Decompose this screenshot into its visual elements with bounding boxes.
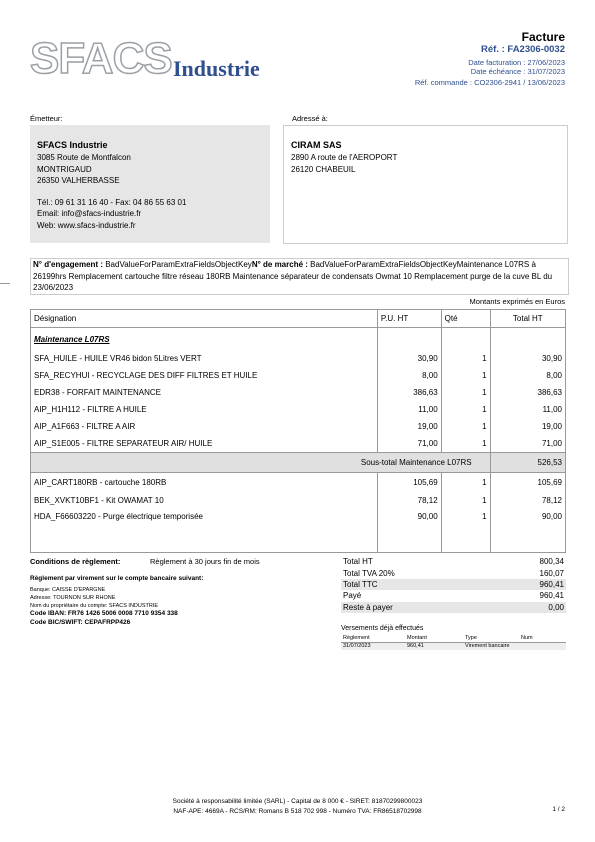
totals-table bbox=[341, 556, 566, 613]
sender-box bbox=[30, 125, 270, 243]
cell-unit-price: 105,69 bbox=[377, 473, 441, 493]
total-label: Total HT bbox=[343, 557, 373, 567]
header-quantity: Qté bbox=[441, 310, 490, 328]
cell-quantity: 1 bbox=[441, 401, 490, 418]
payment-amount: 960,41 bbox=[407, 643, 424, 650]
sender-name: SFACS Industrie bbox=[37, 140, 108, 150]
cell-quantity: 1 bbox=[441, 418, 490, 435]
cell-quantity: 1 bbox=[441, 509, 490, 553]
footer-line: Société à responsabilité limitée (SARL) - Capital de 8 000 € - SIRET: 81870299800023 bbox=[172, 798, 423, 805]
sender-email: Email: info@sfacs-industrie.fr bbox=[37, 209, 142, 218]
cell-designation: EDR38 - FORFAIT MAINTENANCE bbox=[31, 384, 378, 401]
bank-address: Adresse: TOURNON SUR RHONE bbox=[30, 595, 116, 601]
table-row bbox=[31, 473, 566, 493]
payments-table bbox=[341, 634, 566, 650]
payment-terms-label: Conditions de règlement: bbox=[30, 557, 121, 566]
cell-unit-price: 30,90 bbox=[377, 350, 441, 367]
cell-designation: HDA_F66603220 - Purge électrique temporisée bbox=[31, 509, 378, 553]
cell-unit-price: 8,00 bbox=[377, 367, 441, 384]
market-label: N° de marché : bbox=[251, 260, 308, 269]
payments-header: Règlement bbox=[341, 634, 405, 642]
cell-total: 78,12 bbox=[490, 492, 565, 509]
table-row bbox=[31, 492, 566, 509]
document-title: Facture bbox=[521, 30, 565, 44]
total-label: Payé bbox=[343, 591, 362, 601]
total-row bbox=[341, 579, 566, 590]
sender-address-line: 26350 VALHERBASSE bbox=[37, 176, 120, 185]
sender-address-line: MONTRIGAUD bbox=[37, 164, 92, 174]
section-title: Maintenance L07RS bbox=[31, 328, 378, 351]
cell-unit-price: 71,00 bbox=[377, 435, 441, 453]
cell-designation: BEK_XVKT10BF1 - Kit OWAMAT 10 bbox=[31, 492, 378, 509]
total-value: 0,00 bbox=[490, 602, 566, 613]
due-date: Date échéance : 31/07/2023 bbox=[470, 67, 565, 76]
cell-unit-price: 19,00 bbox=[377, 418, 441, 435]
total-label: Total TTC bbox=[341, 579, 490, 590]
table-row bbox=[31, 401, 566, 418]
cell-designation: AIP_A1F663 - FILTRE A AIR bbox=[31, 418, 378, 435]
total-row bbox=[341, 556, 566, 567]
bic-code: Code BIC/SWIFT: CEPAFRPP426 bbox=[30, 619, 131, 626]
cell-quantity: 1 bbox=[441, 367, 490, 384]
sender-address-line: 3085 Route de Montfalcon bbox=[37, 153, 131, 162]
cell-unit-price: 78,12 bbox=[377, 492, 441, 509]
recipient-address-line: 26120 CHABEUIL bbox=[291, 164, 356, 174]
cell-total: 19,00 bbox=[490, 418, 565, 435]
cell-total: 11,00 bbox=[490, 401, 565, 418]
header-total: Total HT bbox=[490, 310, 565, 328]
invoice-reference: Réf. : FA2306-0032 bbox=[481, 44, 565, 55]
sender-phone: Tél.: 09 61 31 16 40 - Fax: 04 86 55 63 01 bbox=[37, 197, 187, 207]
order-reference: Réf. commande : CO2306-2941 / 13/06/2023 bbox=[414, 78, 565, 87]
cell-quantity: 1 bbox=[441, 350, 490, 367]
cell-designation: AIP_CART180RB - cartouche 180RB bbox=[31, 473, 378, 493]
header-unit-price: P.U. HT bbox=[377, 310, 441, 328]
table-row bbox=[31, 384, 566, 401]
total-row bbox=[341, 602, 566, 613]
engagement-label: N° d'engagement : bbox=[33, 260, 103, 269]
payments-made-title: Versements déjà effectués bbox=[341, 625, 424, 632]
total-value: 960,41 bbox=[490, 579, 566, 590]
subtotal-value: 526,53 bbox=[490, 453, 565, 473]
cell-quantity: 1 bbox=[441, 435, 490, 453]
page-number: 1 / 2 bbox=[552, 806, 565, 813]
currency-note: Montants exprimés en Euros bbox=[469, 297, 565, 306]
payment-row bbox=[341, 642, 566, 650]
bank-name: Banque: CAISSE D'EPARGNE bbox=[30, 587, 106, 593]
recipient-name: CIRAM SAS bbox=[291, 140, 342, 150]
payment-number bbox=[519, 642, 566, 650]
table-header-row bbox=[31, 310, 566, 328]
engagement-value: BadValueForParamExtraFieldsObjectKey bbox=[103, 260, 252, 269]
invoice-date: Date facturation : 27/06/2023 bbox=[468, 58, 565, 67]
legal-footer bbox=[0, 797, 595, 816]
sender-address bbox=[37, 152, 186, 231]
subtotal-row bbox=[31, 453, 566, 473]
cell-designation: AIP_H1H112 - FILTRE A HUILE bbox=[31, 401, 378, 418]
account-owner: Nom du propriétaire du compte: SFACS INDUSTRIE bbox=[30, 603, 159, 609]
cell-unit-price: 386,63 bbox=[377, 384, 441, 401]
table-row bbox=[31, 509, 566, 553]
cell-total: 71,00 bbox=[490, 435, 565, 453]
cell-total: 8,00 bbox=[490, 367, 565, 384]
table-row bbox=[31, 418, 566, 435]
total-row bbox=[341, 590, 566, 601]
bank-transfer-heading: Règlement par virement sur le compte bancaire suivant: bbox=[30, 575, 204, 582]
payments-header: Montant bbox=[405, 634, 463, 642]
cell-total: 386,63 bbox=[490, 384, 565, 401]
cell-total: 90,00 bbox=[490, 509, 565, 553]
cell-unit-price: 11,00 bbox=[377, 401, 441, 418]
market-value: BadValueForParamExtraFieldsObjectKeyMaintenance L07RS à 26199hrs Remplacement cartouche filtre réseau 180RB Maintenance séparateur de condensats Owmat 10 Remplacement purge de la cuve BL du 23/06/2023 bbox=[33, 260, 553, 292]
payment-type: Virement bancaire bbox=[465, 643, 510, 650]
company-logo-subtitle: Industrie bbox=[173, 56, 260, 81]
total-value: 800,34 bbox=[539, 557, 564, 567]
company-logo: SFACS bbox=[30, 34, 172, 83]
header-designation: Désignation bbox=[31, 310, 378, 328]
items-table bbox=[30, 309, 566, 553]
table-row bbox=[31, 350, 566, 367]
total-label: Total TVA 20% bbox=[343, 568, 395, 578]
payments-header: Num bbox=[519, 634, 566, 642]
recipient-box bbox=[283, 125, 568, 244]
sender-website: Web: www.sfacs-industrie.fr bbox=[37, 220, 136, 230]
iban-code: Code IBAN: FR76 1426 5006 0008 7710 9354 338 bbox=[30, 610, 178, 617]
cell-quantity: 1 bbox=[441, 384, 490, 401]
total-value: 960,41 bbox=[539, 591, 564, 601]
engagement-block bbox=[30, 258, 569, 295]
cell-designation: SFA_RECYHUI - RECYCLAGE DES DIFF FILTRES ET HUILE bbox=[31, 367, 378, 384]
table-row bbox=[31, 367, 566, 384]
cell-quantity: 1 bbox=[441, 492, 490, 509]
cell-total: 105,69 bbox=[490, 473, 565, 493]
cell-designation: SFA_HUILE - HUILE VR46 bidon 5Litres VERT bbox=[31, 350, 378, 367]
fold-mark bbox=[0, 283, 10, 284]
sender-label: Émetteur: bbox=[30, 114, 63, 123]
cell-designation: AIP_S1E005 - FILTRE SEPARATEUR AIR/ HUILE bbox=[31, 435, 378, 453]
total-value: 160,07 bbox=[539, 568, 564, 578]
payment-date: 31/07/2023 bbox=[343, 643, 371, 650]
payments-header-row bbox=[341, 634, 566, 642]
table-row bbox=[31, 435, 566, 453]
payments-header: Type bbox=[463, 634, 519, 642]
total-label: Reste à payer bbox=[341, 602, 490, 613]
section-row bbox=[31, 328, 566, 351]
recipient-label: Adressé à: bbox=[292, 114, 328, 123]
footer-line: NAF-APE: 4669A - RCS/RM: Romans B 518 702 998 - Numéro TVA: FR86518702998 bbox=[173, 807, 422, 815]
recipient-address bbox=[291, 152, 397, 175]
recipient-address-line: 2890 A route de l'AEROPORT bbox=[291, 153, 398, 162]
payment-terms-value: Règlement à 30 jours fin de mois bbox=[150, 557, 260, 566]
cell-unit-price: 90,00 bbox=[377, 509, 441, 553]
cell-total: 30,90 bbox=[490, 350, 565, 367]
total-row bbox=[341, 567, 566, 578]
cell-quantity: 1 bbox=[441, 473, 490, 493]
subtotal-label: Sous-total Maintenance L07RS bbox=[31, 453, 491, 473]
